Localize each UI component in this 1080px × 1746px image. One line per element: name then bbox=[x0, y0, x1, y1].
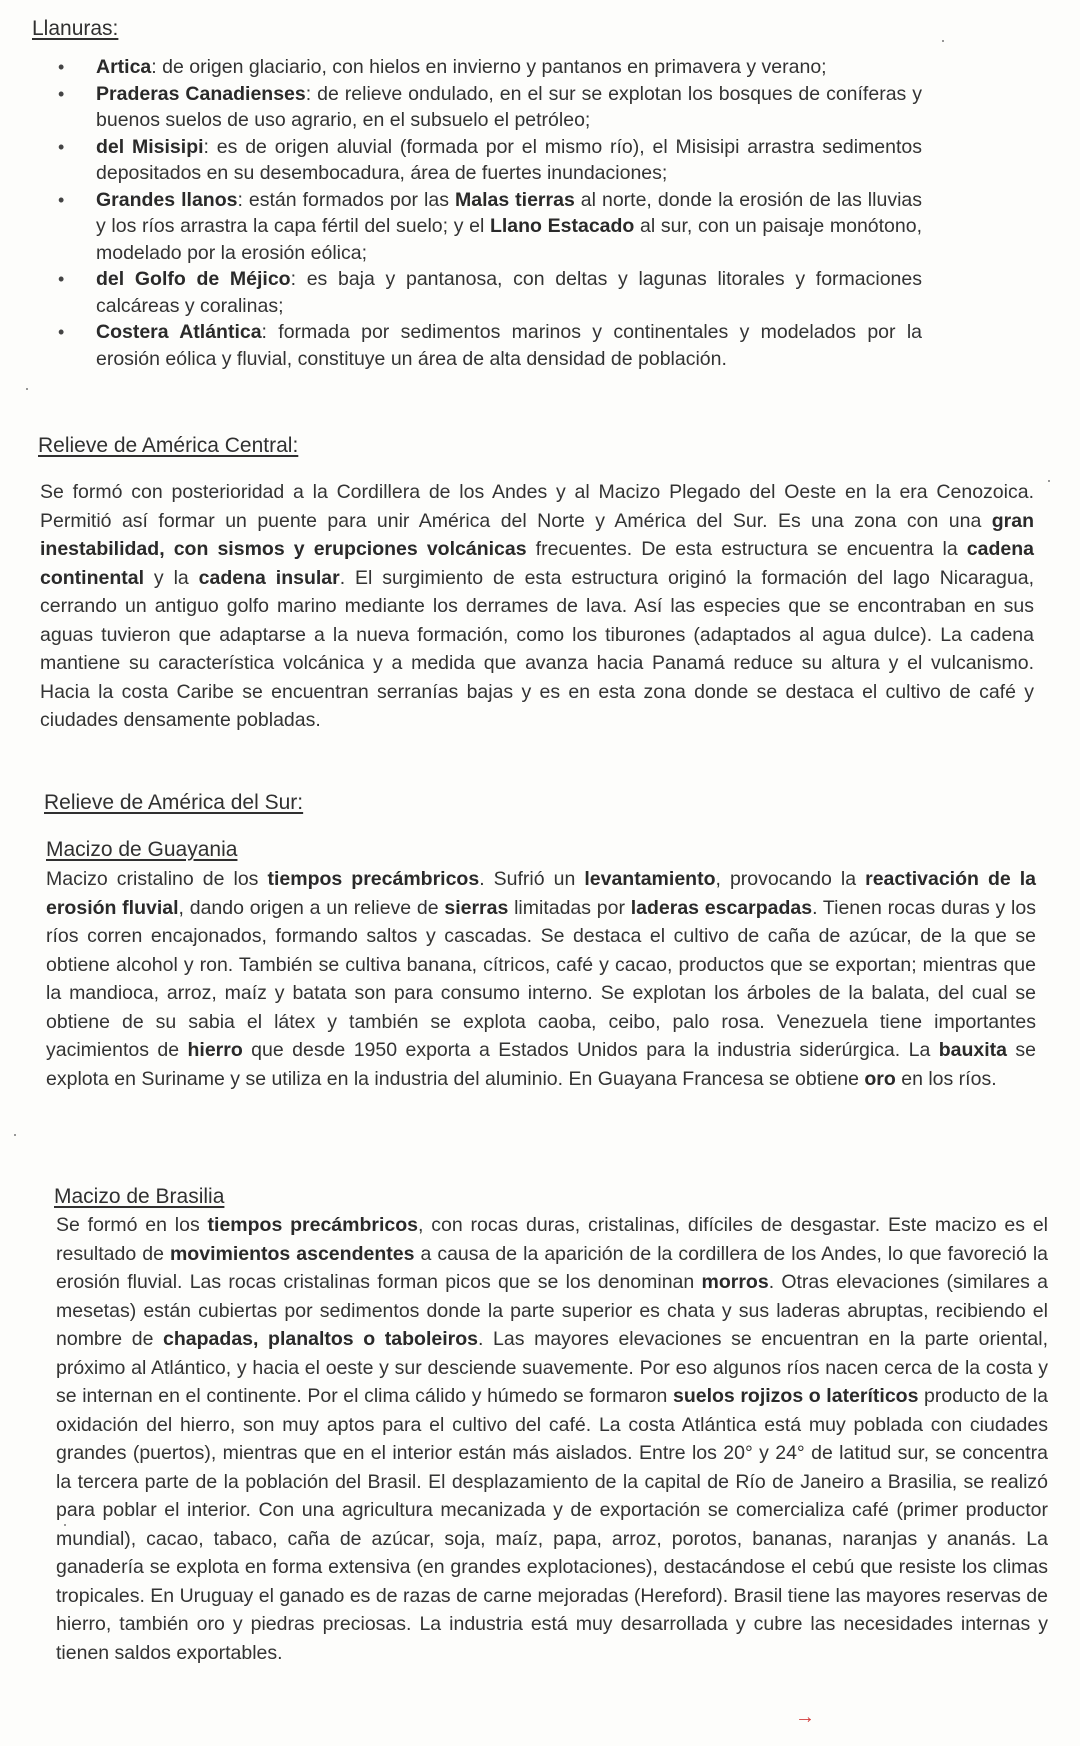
item-text: : es de origen aluvial (formada por el mismo río), el Misisipi arrastra sedimentos depositados en su desembocadura, área de fuertes inundaciones; bbox=[96, 135, 923, 184]
llanuras-list bbox=[96, 54, 922, 372]
item-text: al sur, con un paisaje monótono, modelado por la erosión eólica; bbox=[96, 215, 923, 264]
central-paragraph bbox=[40, 478, 1034, 735]
text: Se formó con posterioridad a la Cordillera de los Andes y al Macizo Plegado del Oeste en la era Cenozoica. Permitió así formar un puente para unir América del Norte y América del Sur. Es una zona con una bbox=[40, 481, 1034, 532]
term: del Misisipi bbox=[96, 135, 204, 158]
bold-text: morros bbox=[701, 1271, 769, 1293]
bold-text: gran inestabilidad, con sismos y erupciones volcánicas bbox=[40, 509, 1034, 560]
list-item bbox=[96, 81, 922, 134]
term: Artica bbox=[96, 56, 152, 78]
scan-speck bbox=[26, 388, 28, 390]
text: limitadas por bbox=[508, 896, 631, 919]
item-text: : formada por sedimentos marinos y continentales y modelados por la erosión eólica y fluvial, constituye un área de alta densidad de población. bbox=[96, 321, 922, 370]
bold-text: sierras bbox=[444, 896, 509, 919]
text: . Otras elevaciones (similares a mesetas) están cubiertas por sedimentos donde la parte superior es chata y sus laderas abruptas, recibiendo el nombre de bbox=[56, 1271, 1049, 1350]
text: . Las mayores elevaciones se encuentran en la parte oriental, próximo al Atlántico, y hacia el oeste y sur desciende suavemente. Por eso algunos ríos nacen cerca de la costa y se internan en el continente. Por el clima cálido y húmedo se formaron bbox=[56, 1328, 1049, 1407]
bold-text: oro bbox=[864, 1067, 896, 1090]
brasilia-paragraph bbox=[56, 1211, 1048, 1667]
list-item bbox=[96, 54, 922, 81]
heading-macizo-guayania: Macizo de Guayania bbox=[46, 838, 238, 861]
text: que desde 1950 exporta a Estados Unidos para la industria siderúrgica. La bbox=[242, 1039, 939, 1061]
text: , provocando la bbox=[715, 868, 866, 890]
item-text: : de relieve ondulado, en el sur se explotan los bosques de coníferas y buenos suelos de uso agrario, en el subsuelo el petróleo; bbox=[96, 82, 922, 131]
bold-text: suelos rojizos o lateríticos bbox=[672, 1385, 919, 1407]
text: , con rocas duras, cristalinas, difíciles de desgastar. Este macizo es el resultado de bbox=[56, 1214, 1048, 1265]
item-text: : de origen glaciario, con hielos en invierno y pantanos en primavera y verano; bbox=[151, 56, 827, 78]
text: Macizo cristalino de los bbox=[46, 868, 268, 890]
item-text: al norte, donde la erosión de las lluvias y los ríos arrastra la capa fértil del suelo; y el bbox=[96, 188, 922, 237]
list-item bbox=[96, 134, 922, 187]
bold-text: tiempos precámbricos bbox=[207, 1214, 419, 1236]
scan-speck bbox=[942, 40, 944, 42]
text: , dando origen a un relieve de bbox=[178, 896, 445, 919]
text: frecuentes. De esta estructura se encuentra la bbox=[526, 538, 967, 560]
text: producto de la oxidación del hierro, son muy aptos para el cultivo del café. La costa Atlántica está muy poblada con ciudades grandes (puertos), mientras que en el interior están más aislados. Entre los 20° y 24° de latitud sur, se concentra la tercera parte de la población del Brasil. El desplazamiento de la capital de Río de Janeiro a Brasilia, se realizó para poblar el interior. Con una agricultura mecanizada y de exportación se comercializa café (primer productor mundial), cacao, tabaco, caña de azúcar, soja, maíz, papa, arroz, porotos, bananas, naranjas y ananás. La ganadería se explota en forma extensiva (en grandes explotaciones), destacándose el cebú que resiste los climas tropicales. En Uruguay el ganado es de razas de carne mejoradas (Hereford). Brasil tiene las mayores reservas de hierro, también oro y piedras preciosas. La industria está muy desarrollada y cubre las necesidades internas y tienen saldos exportables. bbox=[56, 1385, 1048, 1664]
bold-text: laderas escarpadas bbox=[630, 896, 813, 919]
bold-text: reactivación de la erosión fluvial bbox=[46, 868, 1037, 919]
text: Se formó en los bbox=[56, 1214, 208, 1236]
term-bold: Malas tierras bbox=[454, 188, 575, 211]
scan-speck bbox=[14, 1134, 16, 1136]
term: del Golfo de Méjico bbox=[96, 268, 291, 290]
term: Costera Atlántica bbox=[96, 321, 262, 343]
scan-speck bbox=[64, 1524, 66, 1526]
item-text: : están formados por las bbox=[237, 188, 455, 211]
text: . Sufrió un bbox=[479, 868, 585, 890]
term: Praderas Canadienses bbox=[96, 82, 306, 105]
text: a causa de la aparición de la cordillera de los Andes, lo que favoreció la erosión fluvial. Las rocas cristalinas forman picos que se los denominan bbox=[56, 1242, 1048, 1293]
bold-text: movimientos ascendentes bbox=[169, 1242, 415, 1265]
pen-mark: → bbox=[795, 1706, 815, 1728]
list-item bbox=[96, 187, 922, 267]
scan-speck bbox=[1048, 480, 1050, 482]
text: . El surgimiento de esta estructura originó la formación del lago Nicaragua, cerrando un antiguo golfo marino mediante los derrames de lava. Así las especies que se encontraban en sus aguas tuvieron que adaptarse a la nueva formación, como los tiburones (adaptados al agua dulce). La cadena mantiene su característica volcánica y a medida que avanza hacia Panamá reduce su altura y el vulcanismo. Hacia la costa Caribe se encuentran serranías bajas y es en esta zona donde se destaca el cultivo de café y ciudades densamente pobladas. bbox=[40, 566, 1034, 731]
heading-llanuras: Llanuras: bbox=[32, 17, 119, 40]
bold-text: cadena continental bbox=[40, 538, 1034, 589]
heading-macizo-brasilia: Macizo de Brasilia bbox=[54, 1185, 225, 1208]
text: y la bbox=[144, 566, 199, 589]
bold-text: levantamiento bbox=[584, 868, 716, 890]
item-text: : es baja y pantanosa, con deltas y lagunas litorales y formaciones calcáreas y coralinas; bbox=[96, 268, 922, 317]
text: . Tienen rocas duras y los ríos corren encajonados, formando saltos y cascadas. Se destaca el cultivo de caña de azúcar, de la que se obtiene alcohol y ron. También se cultiva banana, cítricos, café y cacao, productos que se exportan; mientras que la mandioca, arroz, maíz y batata son para consumo interno. Se explotan los árboles de la balata, del cual se obtiene de su sabia el látex y también se explota caoba, ceibo, palo rosa. Venezuela tiene importantes yacimientos de bbox=[46, 896, 1036, 1061]
guayania-paragraph bbox=[46, 865, 1036, 1093]
bold-text: hierro bbox=[187, 1039, 243, 1061]
text: en los ríos. bbox=[895, 1067, 997, 1090]
bold-text: tiempos precámbricos bbox=[267, 868, 480, 890]
bold-text: cadena insular bbox=[198, 566, 340, 589]
heading-america-central: Relieve de América Central: bbox=[38, 434, 299, 457]
list-item bbox=[96, 319, 922, 372]
term-bold: Llano Estacado bbox=[489, 215, 635, 237]
list-item bbox=[96, 266, 922, 319]
term: Grandes llanos bbox=[96, 188, 238, 211]
heading-america-sur: Relieve de América del Sur: bbox=[44, 791, 304, 814]
bold-text: chapadas, planaltos o taboleiros bbox=[163, 1328, 478, 1350]
bold-text: bauxita bbox=[938, 1039, 1007, 1061]
text: se explota en Suriname y se utiliza en la industria del aluminio. En Guayana Francesa se obtiene bbox=[46, 1039, 1037, 1090]
